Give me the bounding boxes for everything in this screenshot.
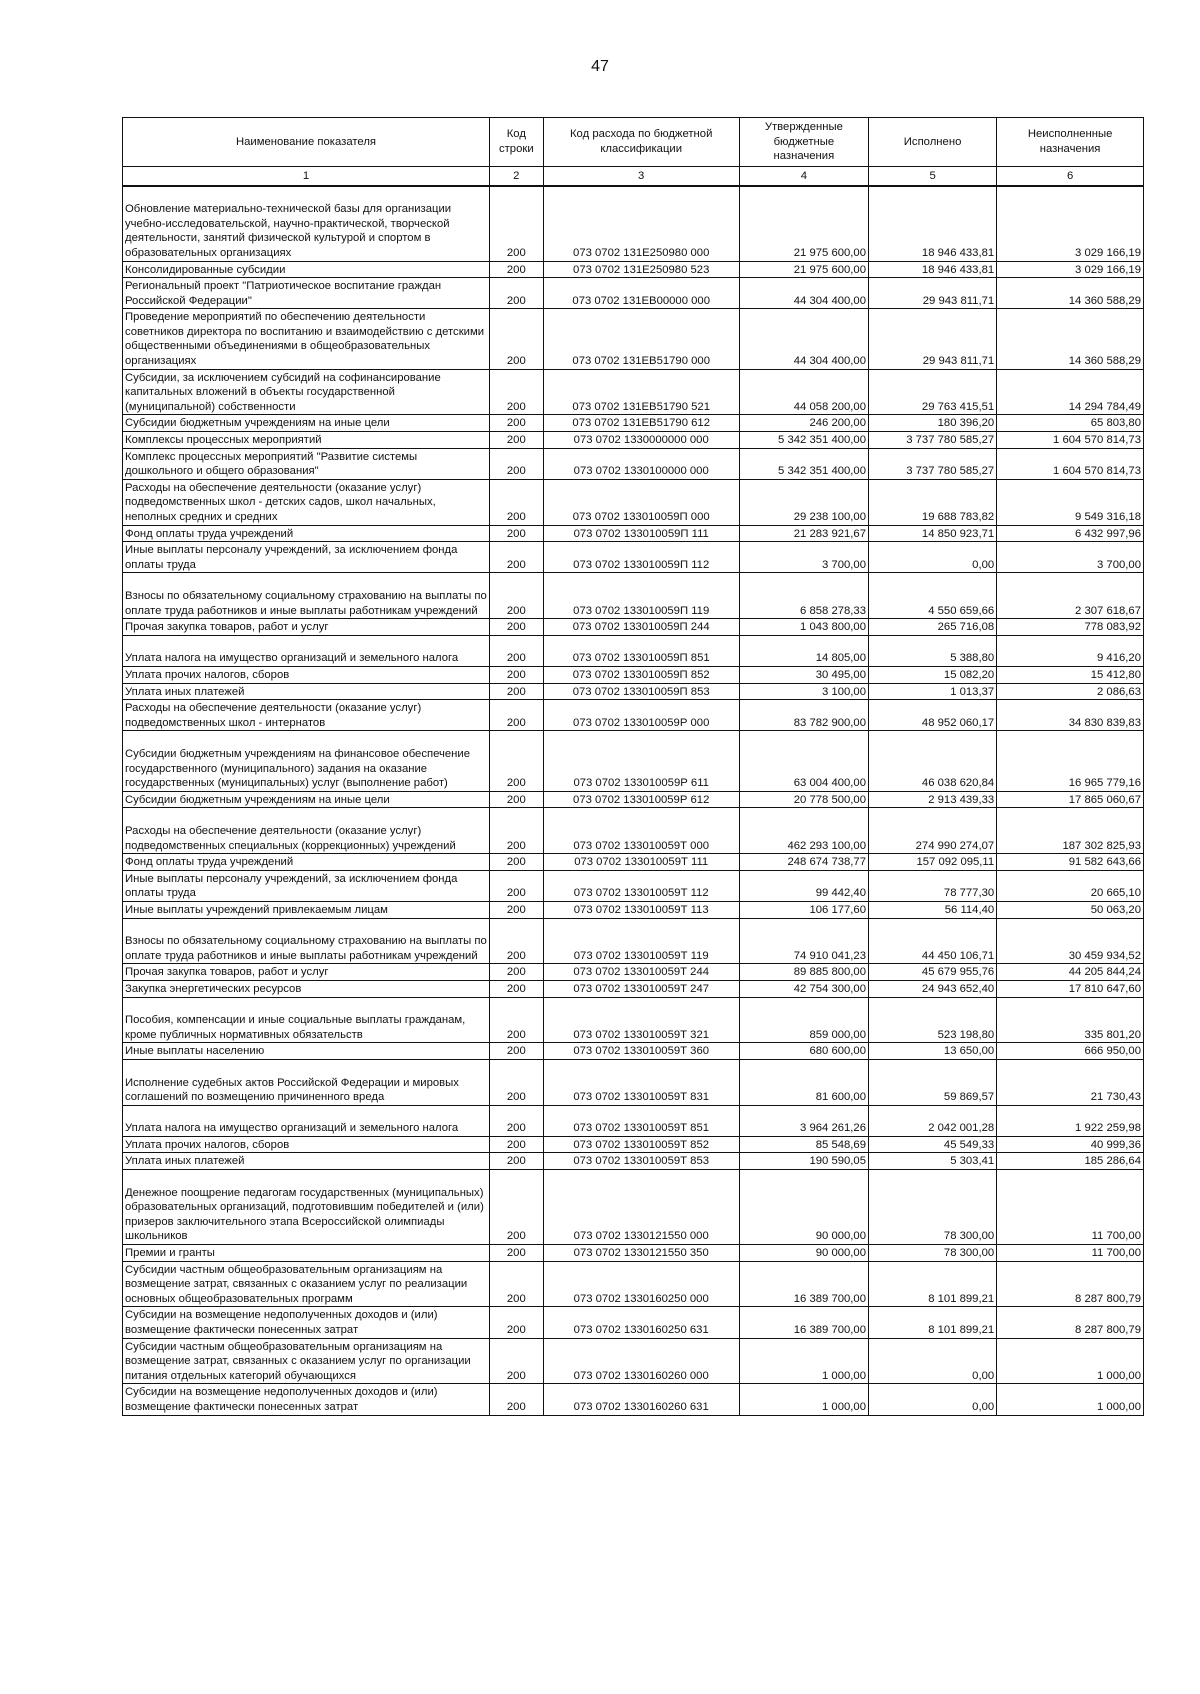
row-unexecuted: 40 999,36 — [997, 1136, 1144, 1153]
table-row — [123, 1338, 1144, 1384]
row-budget-code: 073 0702 133010059Т 853 — [543, 1153, 739, 1170]
row-approved: 90 000,00 — [739, 1245, 868, 1262]
row-budget-code: 073 0702 1330160250 000 — [543, 1261, 739, 1307]
row-unexecuted: 1 000,00 — [997, 1338, 1144, 1384]
row-name: Уплата налога на имущество организаций и земельного налога — [123, 635, 490, 666]
column-number: 4 — [739, 167, 868, 187]
row-executed: 0,00 — [869, 1338, 997, 1384]
row-approved: 248 674 738,77 — [739, 854, 868, 871]
row-executed: 29 763 415,51 — [869, 369, 997, 415]
row-approved: 89 885 800,00 — [739, 964, 868, 981]
row-name: Расходы на обеспечение деятельности (оказание услуг) подведомственных школ - интернатов — [123, 700, 490, 731]
row-budget-code: 073 0702 1330121550 350 — [543, 1245, 739, 1262]
row-name: Фонд оплаты труда учреждений — [123, 854, 490, 871]
row-budget-code: 073 0702 1330160260 000 — [543, 1338, 739, 1384]
row-approved: 21 975 600,00 — [739, 261, 868, 278]
table-row — [123, 980, 1144, 997]
row-unexecuted: 8 287 800,79 — [997, 1307, 1144, 1338]
row-name: Иные выплаты персоналу учреждений, за исключением фонда оплаты труда — [123, 542, 490, 573]
row-budget-code: 073 0702 131E250980 000 — [543, 186, 739, 261]
row-approved: 99 442,40 — [739, 870, 868, 901]
row-executed: 3 737 780 585,27 — [869, 432, 997, 449]
column-number: 6 — [997, 167, 1144, 187]
table-row — [123, 635, 1144, 666]
row-unexecuted: 14 360 588,29 — [997, 309, 1144, 369]
table-row — [123, 964, 1144, 981]
row-budget-code: 073 0702 133010059П 852 — [543, 667, 739, 684]
row-line-code: 200 — [489, 369, 543, 415]
table-row — [123, 1384, 1144, 1415]
table-row — [123, 542, 1144, 573]
row-executed: 157 092 095,11 — [869, 854, 997, 871]
row-name: Иные выплаты населению — [123, 1043, 490, 1060]
row-line-code: 200 — [489, 1261, 543, 1307]
row-budget-code: 073 0702 1330100000 000 — [543, 448, 739, 479]
row-budget-code: 073 0702 133010059Т 321 — [543, 997, 739, 1043]
row-approved: 16 389 700,00 — [739, 1307, 868, 1338]
table-row — [123, 1136, 1144, 1153]
row-approved: 3 700,00 — [739, 542, 868, 573]
row-unexecuted: 15 412,80 — [997, 667, 1144, 684]
row-line-code: 200 — [489, 1338, 543, 1384]
table-row — [123, 1105, 1144, 1136]
column-header-unexecuted: Неисполненные назначения — [997, 118, 1144, 167]
row-line-code: 200 — [489, 683, 543, 700]
table-row — [123, 700, 1144, 731]
table-row — [123, 479, 1144, 525]
row-line-code: 200 — [489, 1384, 543, 1415]
row-approved: 859 000,00 — [739, 997, 868, 1043]
row-approved: 29 238 100,00 — [739, 479, 868, 525]
column-header-executed: Исполнено — [869, 118, 997, 167]
row-line-code: 200 — [489, 619, 543, 636]
column-number-row — [123, 167, 1144, 187]
row-executed: 24 943 652,40 — [869, 980, 997, 997]
table-row — [123, 791, 1144, 808]
row-budget-code: 073 0702 133010059Т 851 — [543, 1105, 739, 1136]
row-line-code: 200 — [489, 980, 543, 997]
row-approved: 30 495,00 — [739, 667, 868, 684]
row-unexecuted: 1 000,00 — [997, 1384, 1144, 1415]
row-approved: 63 004 400,00 — [739, 731, 868, 791]
table-row — [123, 1245, 1144, 1262]
column-header-line-code: Код строки — [489, 118, 543, 167]
row-line-code: 200 — [489, 667, 543, 684]
row-unexecuted: 50 063,20 — [997, 901, 1144, 918]
row-line-code: 200 — [489, 1105, 543, 1136]
row-executed: 265 716,08 — [869, 619, 997, 636]
row-line-code: 200 — [489, 415, 543, 432]
row-name: Уплата иных платежей — [123, 683, 490, 700]
row-line-code: 200 — [489, 261, 543, 278]
row-line-code: 200 — [489, 700, 543, 731]
row-name: Взносы по обязательному социальному страхованию на выплаты по оплате труда работников и иные выплаты работникам учреждений — [123, 918, 490, 964]
row-executed: 46 038 620,84 — [869, 731, 997, 791]
column-number: 2 — [489, 167, 543, 187]
row-name: Пособия, компенсации и иные социальные выплаты гражданам, кроме публичных нормативных обязательств — [123, 997, 490, 1043]
row-budget-code: 073 0702 133010059П 000 — [543, 479, 739, 525]
row-unexecuted: 14 360 588,29 — [997, 278, 1144, 309]
table-row — [123, 918, 1144, 964]
row-executed: 5 303,41 — [869, 1153, 997, 1170]
row-approved: 83 782 900,00 — [739, 700, 868, 731]
table-row — [123, 309, 1144, 369]
table-row — [123, 186, 1144, 261]
row-executed: 274 990 274,07 — [869, 808, 997, 854]
table-row — [123, 525, 1144, 542]
row-line-code: 200 — [489, 525, 543, 542]
row-executed: 3 737 780 585,27 — [869, 448, 997, 479]
row-line-code: 200 — [489, 635, 543, 666]
row-approved: 85 548,69 — [739, 1136, 868, 1153]
row-approved: 3 100,00 — [739, 683, 868, 700]
row-line-code: 200 — [489, 309, 543, 369]
row-line-code: 200 — [489, 808, 543, 854]
row-line-code: 200 — [489, 791, 543, 808]
row-line-code: 200 — [489, 542, 543, 573]
table-row — [123, 870, 1144, 901]
row-line-code: 200 — [489, 1245, 543, 1262]
row-budget-code: 073 0702 133010059П 111 — [543, 525, 739, 542]
column-number: 1 — [123, 167, 490, 187]
row-executed: 4 550 659,66 — [869, 573, 997, 619]
table-row — [123, 731, 1144, 791]
row-unexecuted: 11 700,00 — [997, 1170, 1144, 1245]
row-name: Расходы на обеспечение деятельности (оказание услуг) подведомственных специальных (коррекционных) учреждений — [123, 808, 490, 854]
row-unexecuted: 34 830 839,83 — [997, 700, 1144, 731]
row-budget-code: 073 0702 133010059Т 119 — [543, 918, 739, 964]
row-executed: 0,00 — [869, 1384, 997, 1415]
row-line-code: 200 — [489, 870, 543, 901]
table-row — [123, 1059, 1144, 1105]
row-unexecuted: 20 665,10 — [997, 870, 1144, 901]
column-number: 5 — [869, 167, 997, 187]
row-unexecuted: 3 029 166,19 — [997, 186, 1144, 261]
row-name: Субсидии частным общеобразовательным организациям на возмещение затрат, связанных с оказанием услуг по реализации основных общеобразовательных программ — [123, 1261, 490, 1307]
row-line-code: 200 — [489, 278, 543, 309]
row-approved: 16 389 700,00 — [739, 1261, 868, 1307]
row-executed: 180 396,20 — [869, 415, 997, 432]
row-budget-code: 073 0702 133010059Т 247 — [543, 980, 739, 997]
row-budget-code: 073 0702 133010059Т 113 — [543, 901, 739, 918]
row-name: Прочая закупка товаров, работ и услуг — [123, 619, 490, 636]
table-row — [123, 369, 1144, 415]
row-name: Субсидии частным общеобразовательным организациям на возмещение затрат, связанных с оказанием услуг по организации питания отдельных категорий обучающихся — [123, 1338, 490, 1384]
row-name: Премии и гранты — [123, 1245, 490, 1262]
row-budget-code: 073 0702 133010059Т 852 — [543, 1136, 739, 1153]
row-approved: 42 754 300,00 — [739, 980, 868, 997]
row-name: Уплата налога на имущество организаций и земельного налога — [123, 1105, 490, 1136]
row-budget-code: 073 0702 133010059Т 000 — [543, 808, 739, 854]
table-row — [123, 1261, 1144, 1307]
row-executed: 19 688 783,82 — [869, 479, 997, 525]
column-number: 3 — [543, 167, 739, 187]
table-row — [123, 278, 1144, 309]
row-line-code: 200 — [489, 964, 543, 981]
row-unexecuted: 185 286,64 — [997, 1153, 1144, 1170]
table-row — [123, 415, 1144, 432]
row-unexecuted: 44 205 844,24 — [997, 964, 1144, 981]
row-unexecuted: 65 803,80 — [997, 415, 1144, 432]
row-name: Субсидии на возмещение недополученных доходов и (или) возмещение фактически понесенных затрат — [123, 1307, 490, 1338]
table-row — [123, 261, 1144, 278]
column-header-name: Наименование показателя — [123, 118, 490, 167]
row-name: Уплата иных платежей — [123, 1153, 490, 1170]
row-name: Закупка энергетических ресурсов — [123, 980, 490, 997]
row-executed: 78 300,00 — [869, 1245, 997, 1262]
row-name: Субсидии бюджетным учреждениям на финансовое обеспечение государственного (муниципального) задания на оказание государственных (муниципальных) услуг (выполнение работ) — [123, 731, 490, 791]
table-row — [123, 619, 1144, 636]
header-row — [123, 118, 1144, 167]
row-approved: 5 342 351 400,00 — [739, 448, 868, 479]
row-approved: 20 778 500,00 — [739, 791, 868, 808]
row-name: Взносы по обязательному социальному страхованию на выплаты по оплате труда работников и иные выплаты работникам учреждений — [123, 573, 490, 619]
row-line-code: 200 — [489, 1136, 543, 1153]
row-executed: 15 082,20 — [869, 667, 997, 684]
row-name: Субсидии на возмещение недополученных доходов и (или) возмещение фактически понесенных затрат — [123, 1384, 490, 1415]
row-unexecuted: 778 083,92 — [997, 619, 1144, 636]
row-executed: 8 101 899,21 — [869, 1307, 997, 1338]
row-line-code: 200 — [489, 1307, 543, 1338]
row-budget-code: 073 0702 1330160260 631 — [543, 1384, 739, 1415]
table-row — [123, 1170, 1144, 1245]
row-budget-code: 073 0702 131EB00000 000 — [543, 278, 739, 309]
row-executed: 0,00 — [869, 542, 997, 573]
row-line-code: 200 — [489, 854, 543, 871]
row-name: Уплата прочих налогов, сборов — [123, 667, 490, 684]
row-unexecuted: 1 604 570 814,73 — [997, 432, 1144, 449]
table-row — [123, 997, 1144, 1043]
row-name: Комплекс процессных мероприятий "Развитие системы дошкольного и общего образования" — [123, 448, 490, 479]
row-unexecuted: 666 950,00 — [997, 1043, 1144, 1060]
row-executed: 29 943 811,71 — [869, 309, 997, 369]
table-row — [123, 854, 1144, 871]
table-row — [123, 1043, 1144, 1060]
row-unexecuted: 91 582 643,66 — [997, 854, 1144, 871]
row-budget-code: 073 0702 133010059Р 612 — [543, 791, 739, 808]
row-unexecuted: 8 287 800,79 — [997, 1261, 1144, 1307]
row-approved: 44 304 400,00 — [739, 278, 868, 309]
row-approved: 90 000,00 — [739, 1170, 868, 1245]
row-name: Иные выплаты учреждений привлекаемым лицам — [123, 901, 490, 918]
table-row — [123, 1153, 1144, 1170]
row-budget-code: 073 0702 133010059Т 112 — [543, 870, 739, 901]
row-budget-code: 073 0702 131EB51790 521 — [543, 369, 739, 415]
table-body — [123, 186, 1144, 1415]
row-budget-code: 073 0702 133010059П 119 — [543, 573, 739, 619]
row-name: Прочая закупка товаров, работ и услуг — [123, 964, 490, 981]
row-executed: 18 946 433,81 — [869, 186, 997, 261]
row-line-code: 200 — [489, 731, 543, 791]
row-line-code: 200 — [489, 448, 543, 479]
row-line-code: 200 — [489, 1153, 543, 1170]
row-budget-code: 073 0702 133010059Т 244 — [543, 964, 739, 981]
page-number: 47 — [591, 58, 609, 75]
row-executed: 2 042 001,28 — [869, 1105, 997, 1136]
row-executed: 13 650,00 — [869, 1043, 997, 1060]
row-unexecuted: 16 965 779,16 — [997, 731, 1144, 791]
row-budget-code: 073 0702 133010059П 853 — [543, 683, 739, 700]
row-budget-code: 073 0702 1330000000 000 — [543, 432, 739, 449]
row-approved: 14 805,00 — [739, 635, 868, 666]
row-approved: 1 000,00 — [739, 1384, 868, 1415]
row-executed: 5 388,80 — [869, 635, 997, 666]
row-approved: 246 200,00 — [739, 415, 868, 432]
table-row — [123, 667, 1144, 684]
row-unexecuted: 1 604 570 814,73 — [997, 448, 1144, 479]
row-name: Обновление материально-технической базы для организации учебно-исследовательской, научно-практической, творческой деятельности, занятий физической культурой и спортом в образовательных организациях — [123, 186, 490, 261]
table-row — [123, 432, 1144, 449]
row-executed: 45 549,33 — [869, 1136, 997, 1153]
row-executed: 44 450 106,71 — [869, 918, 997, 964]
row-unexecuted: 14 294 784,49 — [997, 369, 1144, 415]
row-executed: 2 913 439,33 — [869, 791, 997, 808]
row-line-code: 200 — [489, 1059, 543, 1105]
row-line-code: 200 — [489, 997, 543, 1043]
row-executed: 48 952 060,17 — [869, 700, 997, 731]
row-line-code: 200 — [489, 1043, 543, 1060]
row-executed: 523 198,80 — [869, 997, 997, 1043]
row-budget-code: 073 0702 133010059П 112 — [543, 542, 739, 573]
row-unexecuted: 2 086,63 — [997, 683, 1144, 700]
row-unexecuted: 2 307 618,67 — [997, 573, 1144, 619]
row-approved: 74 910 041,23 — [739, 918, 868, 964]
row-budget-code: 073 0702 131EB51790 000 — [543, 309, 739, 369]
row-executed: 45 679 955,76 — [869, 964, 997, 981]
row-line-code: 200 — [489, 432, 543, 449]
row-approved: 106 177,60 — [739, 901, 868, 918]
row-executed: 56 114,40 — [869, 901, 997, 918]
row-name: Денежное поощрение педагогам государственных (муниципальных) образовательных организаций, подготовившим победителей и (или) призеров заключительного этапа Всероссийской олимпиады школьников — [123, 1170, 490, 1245]
row-executed: 29 943 811,71 — [869, 278, 997, 309]
row-approved: 680 600,00 — [739, 1043, 868, 1060]
row-name: Комплексы процессных мероприятий — [123, 432, 490, 449]
row-budget-code: 073 0702 133010059Р 611 — [543, 731, 739, 791]
row-unexecuted: 6 432 997,96 — [997, 525, 1144, 542]
row-approved: 1 000,00 — [739, 1338, 868, 1384]
row-name: Расходы на обеспечение деятельности (оказание услуг) подведомственных школ - детских садов, школ начальных, неполных средних и средних — [123, 479, 490, 525]
row-approved: 5 342 351 400,00 — [739, 432, 868, 449]
row-approved: 1 043 800,00 — [739, 619, 868, 636]
row-budget-code: 073 0702 1330160250 631 — [543, 1307, 739, 1338]
row-unexecuted: 17 810 647,60 — [997, 980, 1144, 997]
row-name: Иные выплаты персоналу учреждений, за исключением фонда оплаты труда — [123, 870, 490, 901]
row-budget-code: 073 0702 133010059Т 831 — [543, 1059, 739, 1105]
row-name: Уплата прочих налогов, сборов — [123, 1136, 490, 1153]
row-unexecuted: 9 416,20 — [997, 635, 1144, 666]
table-row — [123, 573, 1144, 619]
row-line-code: 200 — [489, 901, 543, 918]
budget-execution-table — [122, 117, 1144, 1416]
row-name: Региональный проект "Патриотическое воспитание граждан Российской Федерации" — [123, 278, 490, 309]
row-approved: 21 283 921,67 — [739, 525, 868, 542]
column-header-approved: Утвержденные бюджетные назначения — [739, 118, 868, 167]
row-name: Консолидированные субсидии — [123, 261, 490, 278]
row-line-code: 200 — [489, 479, 543, 525]
row-executed: 14 850 923,71 — [869, 525, 997, 542]
row-executed: 78 777,30 — [869, 870, 997, 901]
row-budget-code: 073 0702 133010059П 244 — [543, 619, 739, 636]
row-unexecuted: 187 302 825,93 — [997, 808, 1144, 854]
row-approved: 462 293 100,00 — [739, 808, 868, 854]
row-unexecuted: 9 549 316,18 — [997, 479, 1144, 525]
row-line-code: 200 — [489, 1170, 543, 1245]
table-row — [123, 448, 1144, 479]
row-executed: 18 946 433,81 — [869, 261, 997, 278]
row-name: Субсидии, за исключением субсидий на софинансирование капитальных вложений в объекты государственной (муниципальной) собственности — [123, 369, 490, 415]
table-row — [123, 808, 1144, 854]
row-budget-code: 073 0702 133010059Р 000 — [543, 700, 739, 731]
column-header-budget-code: Код расхода по бюджетной классификации — [543, 118, 739, 167]
row-name: Субсидии бюджетным учреждениям на иные цели — [123, 791, 490, 808]
row-unexecuted: 11 700,00 — [997, 1245, 1144, 1262]
row-name: Фонд оплаты труда учреждений — [123, 525, 490, 542]
row-budget-code: 073 0702 131EB51790 612 — [543, 415, 739, 432]
table-row — [123, 901, 1144, 918]
row-approved: 6 858 278,33 — [739, 573, 868, 619]
row-budget-code: 073 0702 133010059Т 360 — [543, 1043, 739, 1060]
row-executed: 1 013,37 — [869, 683, 997, 700]
row-budget-code: 073 0702 1330121550 000 — [543, 1170, 739, 1245]
row-name: Субсидии бюджетным учреждениям на иные цели — [123, 415, 490, 432]
row-executed: 8 101 899,21 — [869, 1261, 997, 1307]
row-line-code: 200 — [489, 918, 543, 964]
row-approved: 44 304 400,00 — [739, 309, 868, 369]
row-line-code: 200 — [489, 186, 543, 261]
table-row — [123, 1307, 1144, 1338]
row-approved: 3 964 261,26 — [739, 1105, 868, 1136]
row-unexecuted: 1 922 259,98 — [997, 1105, 1144, 1136]
row-budget-code: 073 0702 133010059Т 111 — [543, 854, 739, 871]
row-budget-code: 073 0702 133010059П 851 — [543, 635, 739, 666]
row-unexecuted: 30 459 934,52 — [997, 918, 1144, 964]
row-unexecuted: 335 801,20 — [997, 997, 1144, 1043]
row-executed: 78 300,00 — [869, 1170, 997, 1245]
row-line-code: 200 — [489, 573, 543, 619]
row-budget-code: 073 0702 131E250980 523 — [543, 261, 739, 278]
row-approved: 81 600,00 — [739, 1059, 868, 1105]
row-unexecuted: 3 700,00 — [997, 542, 1144, 573]
row-unexecuted: 17 865 060,67 — [997, 791, 1144, 808]
row-approved: 190 590,05 — [739, 1153, 868, 1170]
table-row — [123, 683, 1144, 700]
row-approved: 21 975 600,00 — [739, 186, 868, 261]
row-approved: 44 058 200,00 — [739, 369, 868, 415]
row-executed: 59 869,57 — [869, 1059, 997, 1105]
row-name: Проведение мероприятий по обеспечению деятельности советников директора по воспитанию и взаимодействию с детскими общественными объединениями в общеобразовательных организациях — [123, 309, 490, 369]
row-name: Исполнение судебных актов Российской Федерации и мировых соглашений по возмещению причиненного вреда — [123, 1059, 490, 1105]
row-unexecuted: 3 029 166,19 — [997, 261, 1144, 278]
row-unexecuted: 21 730,43 — [997, 1059, 1144, 1105]
